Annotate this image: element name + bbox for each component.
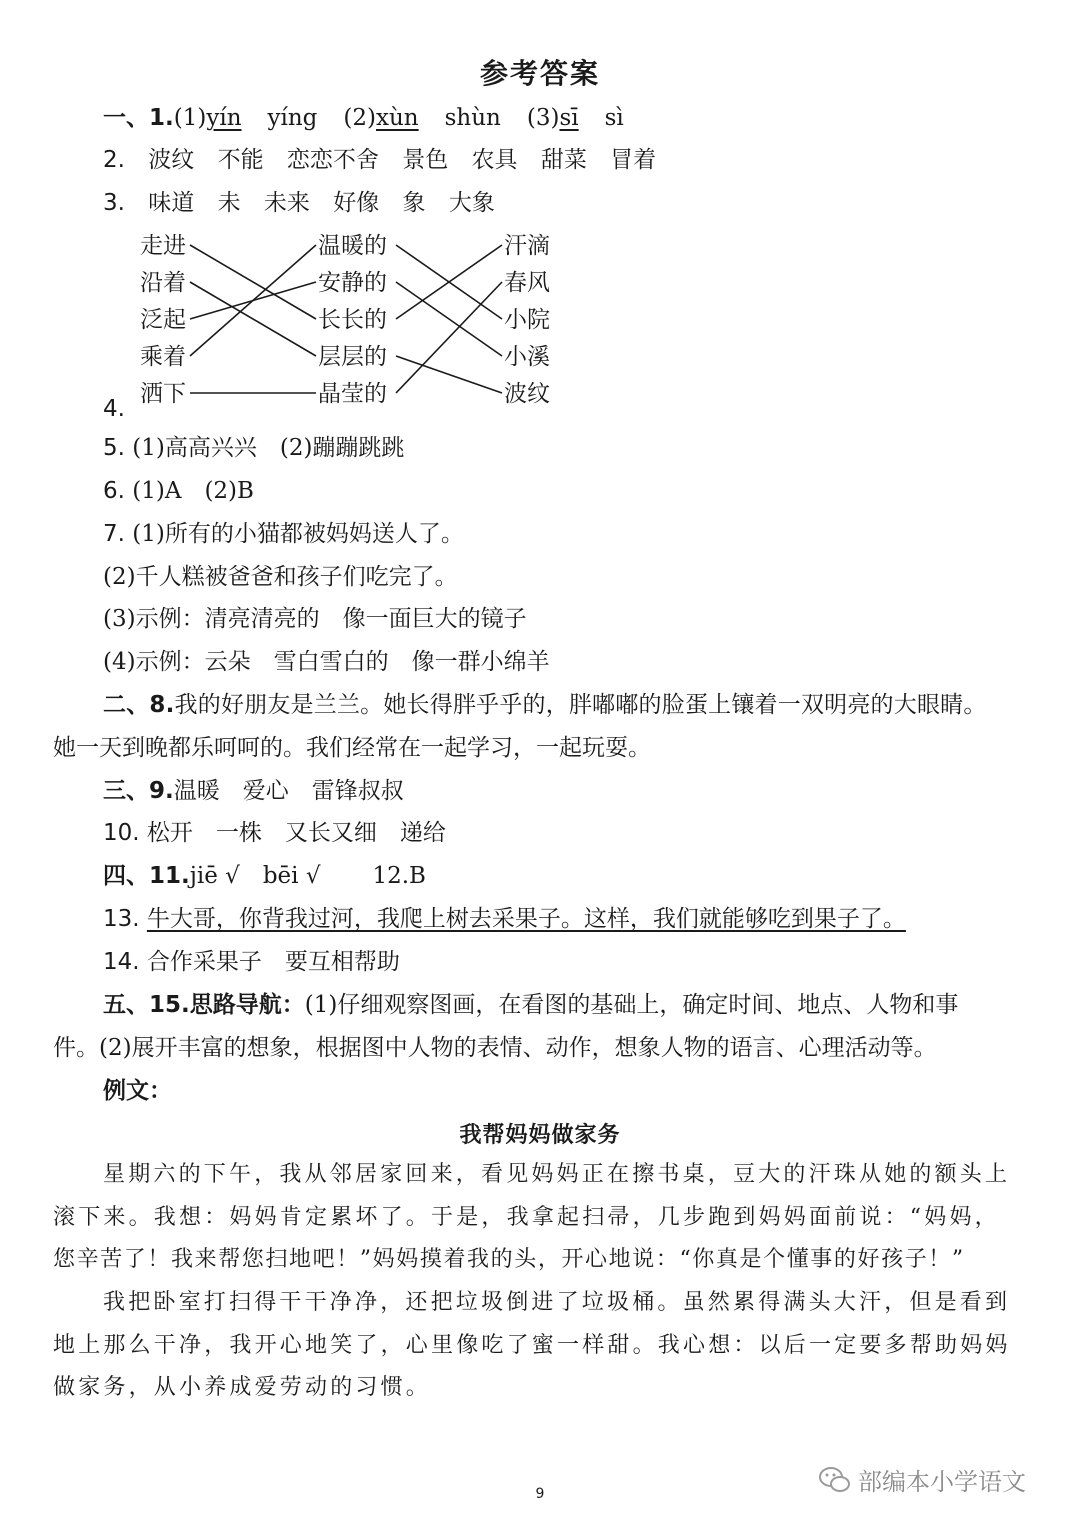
col1-item: 洒下 [140, 381, 186, 407]
answer-14: 14. 合作采果子 要互相帮助 [103, 949, 400, 975]
answer-2: 2. 波纹 不能 恋恋不舍 景色 农具 甜菜 冒着 [103, 147, 657, 173]
col1-item: 走进 [140, 233, 186, 259]
col2-item: 晶莹的 [318, 381, 387, 407]
answer-6: 6. (1)A (2)B [103, 478, 254, 504]
answer-8: 二、8.我的好朋友是兰兰。她长得胖乎乎的，胖嘟嘟的脸蛋上镶着一双明亮的大眼睛。 [103, 692, 987, 718]
match-line [190, 245, 316, 356]
essay-line: 地上那么干净，我开心地笑了，心里像吃了蜜一样甜。我心想：以后一定要多帮助妈妈 [53, 1333, 1011, 1358]
answer-3: 3. 味道 未 未来 好像 象 大象 [103, 190, 495, 216]
match-line [190, 282, 316, 356]
answer-7-2: (2)千人糕被爸爸和孩子们吃完了。 [103, 564, 458, 590]
col1-item: 乘着 [140, 344, 186, 370]
answer-15-2: 件。(2)展开丰富的想象，根据图中人物的表情、动作，想象人物的语言、心理活动等。 [53, 1035, 937, 1061]
col3-item: 汗滴 [504, 233, 550, 259]
col1-item: 沿着 [140, 270, 186, 296]
answer-13: 13. 牛大哥，你背我过河，我爬上树去采果子。这样，我们就能够吃到果子了。 [103, 906, 906, 932]
col1-item: 泛起 [140, 307, 186, 333]
answer-1: 一、1.(1)yín yíng (2)xùn shùn (3)sī sì [103, 105, 624, 131]
essay-line: 我把卧室打扫得干干净净，还把垃圾倒进了垃圾桶。虽然累得满头大汗，但是看到 [103, 1290, 1011, 1315]
answer-9: 三、9.温暖 爱心 雷锋叔叔 [103, 778, 404, 804]
match-line [396, 282, 502, 393]
answer-7-4: (4)示例：云朵 雪白雪白的 像一群小绵羊 [103, 649, 550, 675]
example-label: 例文： [103, 1078, 172, 1104]
essay-line: 做家务，从小养成爱劳动的习惯。 [53, 1375, 432, 1400]
col3-item: 小院 [504, 307, 550, 333]
page-title: 参考答案 [479, 57, 600, 90]
essay-line: 您辛苦了！我来帮您扫地吧！”妈妈摸着我的头，开心地说：“你真是个懂事的好孩子！” [53, 1247, 965, 1272]
essay-title: 我帮妈妈做家务 [459, 1123, 621, 1148]
col3-item: 波纹 [504, 381, 550, 407]
answer-11: 四、11.jiē √ bēi √ 12.B [103, 863, 426, 889]
col2-item: 安静的 [318, 270, 387, 296]
matching-diagram [130, 226, 580, 416]
col3-item: 春风 [504, 270, 550, 296]
col2-item: 层层的 [318, 344, 387, 370]
answer-4-num: 4. [103, 396, 125, 422]
col3-item: 小溪 [504, 344, 550, 370]
watermark-text: 部编本小学语文 [858, 1468, 1026, 1496]
answer-15: 五、15.思路导航：(1)仔细观察图画，在看图的基础上，确定时间、地点、人物和事 [103, 992, 959, 1018]
col2-item: 长长的 [318, 307, 387, 333]
col2-item: 温暖的 [318, 233, 387, 259]
essay-line: 滚下来。我想：妈妈肯定累坏了。于是，我拿起扫帚，几步跑到妈妈面前说：“妈妈， [53, 1205, 1000, 1230]
match-line [396, 282, 502, 356]
answer-5: 5. (1)高高兴兴 (2)蹦蹦跳跳 [103, 435, 405, 461]
match-line [190, 245, 316, 319]
match-line [396, 356, 502, 393]
page-number: 9 [535, 1486, 545, 1502]
answer-10: 10. 松开 一株 又长又细 递给 [103, 820, 446, 846]
essay-line: 星期六的下午，我从邻居家回来，看见妈妈正在擦书桌，豆大的汗珠从她的额头上 [103, 1162, 1011, 1187]
answer-8-2: 她一天到晚都乐呵呵的。我们经常在一起学习，一起玩耍。 [53, 735, 651, 761]
answer-7-3: (3)示例：清亮清亮的 像一面巨大的镜子 [103, 606, 527, 632]
answer-7: 7. (1)所有的小猫都被妈妈送人了。 [103, 521, 464, 547]
